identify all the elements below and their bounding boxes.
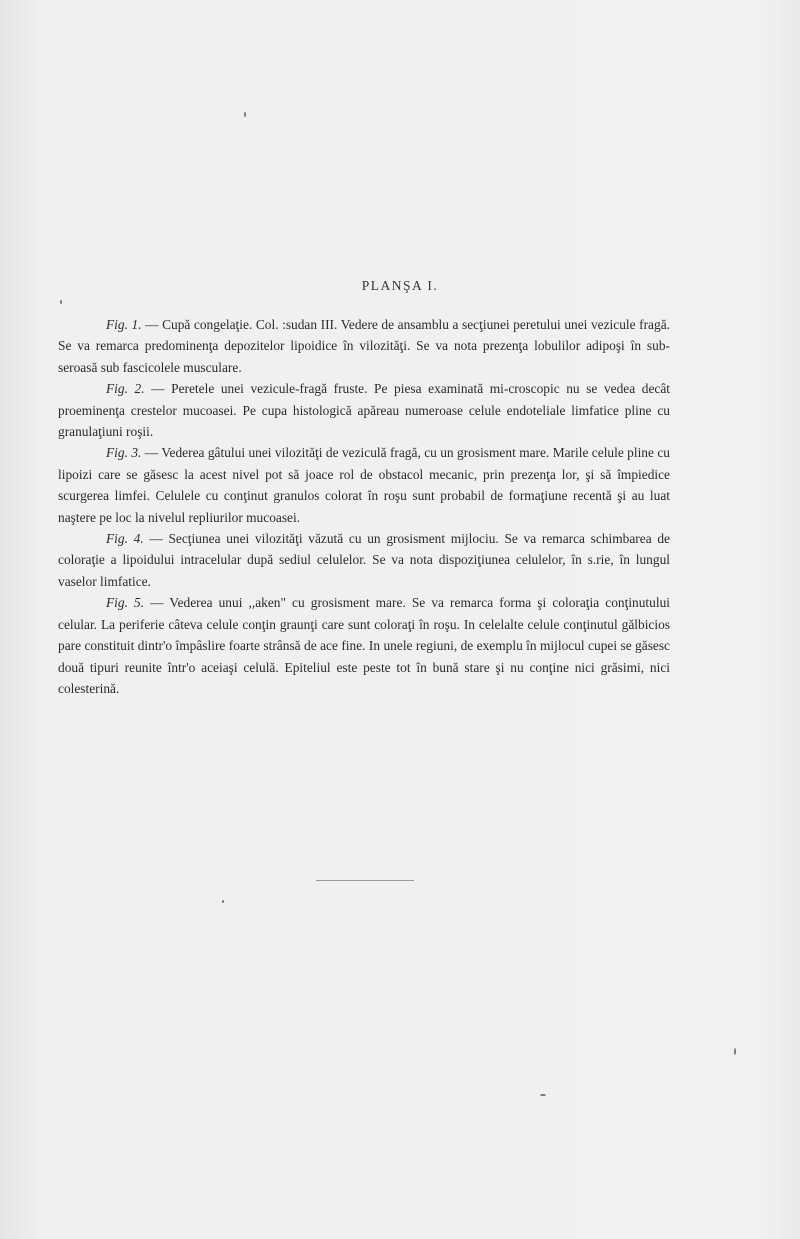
caption-paragraph-fig-1 — [58, 314, 670, 378]
fig-label: Fig. 3. — [106, 445, 142, 461]
caption-paragraph-fig-4 — [58, 528, 670, 592]
horizontal-divider — [316, 880, 414, 881]
fig-label: Fig. 4. — [106, 531, 144, 547]
caption-text: — Vederea gâtului unei vilozităţi de veziculă fragă, cu un grosisment mare. Marile celule pline cu lipoizi care se găsesc la acest nivel pot să joace rol de obstacol mecanic, prin prezenţa lor, şi să împiedice scurgerea limfei. Celulele cu conţinut granulos colorat în roşu sunt probabil de formaţiune recentă şi au luat naştere pe loc la nivelul repliurilor mucoasei. — [58, 445, 670, 525]
scan-speck — [540, 1094, 546, 1096]
fig-label: Fig. 5. — [106, 595, 145, 611]
scan-speck — [734, 1048, 736, 1055]
caption-paragraph-fig-5 — [58, 592, 670, 699]
fig-label: Fig. 2. — [106, 381, 145, 397]
scan-speck — [222, 900, 224, 903]
caption-text: — Peretele unei vezicule-fragă fruste. Pe piesa examinată mi-croscopic nu se vedea decât proeminenţa crestelor mucoasei. Pe cupa histologică apăreau numeroase celule endoteliale limfatice pline cu granulaţiuni roşii. — [58, 381, 670, 440]
caption-paragraph-fig-2 — [58, 378, 670, 442]
caption-text: — Secţiunea unei vilozităţi văzută cu un grosisment mijlociu. Se va remarca schimbarea de coloraţie a lipoidului intracelular după sediul celulelor. Se va nota dispoziţiunea celulelor, în s.rie, în lungul vaselor limfatice. — [58, 531, 670, 589]
caption-paragraph-fig-3 — [58, 442, 670, 528]
scan-speck — [60, 300, 62, 304]
caption-text: — Vederea unui ,,aken" cu grosisment mare. Se va remarca forma şi coloraţia conţinutului celular. La periferie câteva celule conţin graunţi care sunt coloraţi în roşu. In celelalte celule conţinutul gălbicios pare constituit dintr'o împâslire foarte strânsă de ace fine. In unele regiuni, de exemplu în mijlocul cupei se găsesc două tipuri reunite într'o aceiaşi celulă. Epiteliul este peste tot în bună stare şi nu conţine nici grăsimi, nici colesterină. — [58, 595, 670, 696]
figure-captions — [58, 314, 670, 699]
caption-text: — Cupă congelaţie. Col. :sudan III. Vedere de ansamblu a secţiunei peretului unei vezicule fragă. Se va remarca predominenţa depozitelor lipoidice în vilozităţi. Se va nota prezenţa lobulilor adipoşi în sub-seroasă sub fascicolele musculare. — [58, 317, 670, 375]
fig-label: Fig. 1. — [106, 317, 142, 332]
scan-speck — [244, 112, 246, 117]
page-title: PLANŞA I. — [361, 278, 439, 293]
